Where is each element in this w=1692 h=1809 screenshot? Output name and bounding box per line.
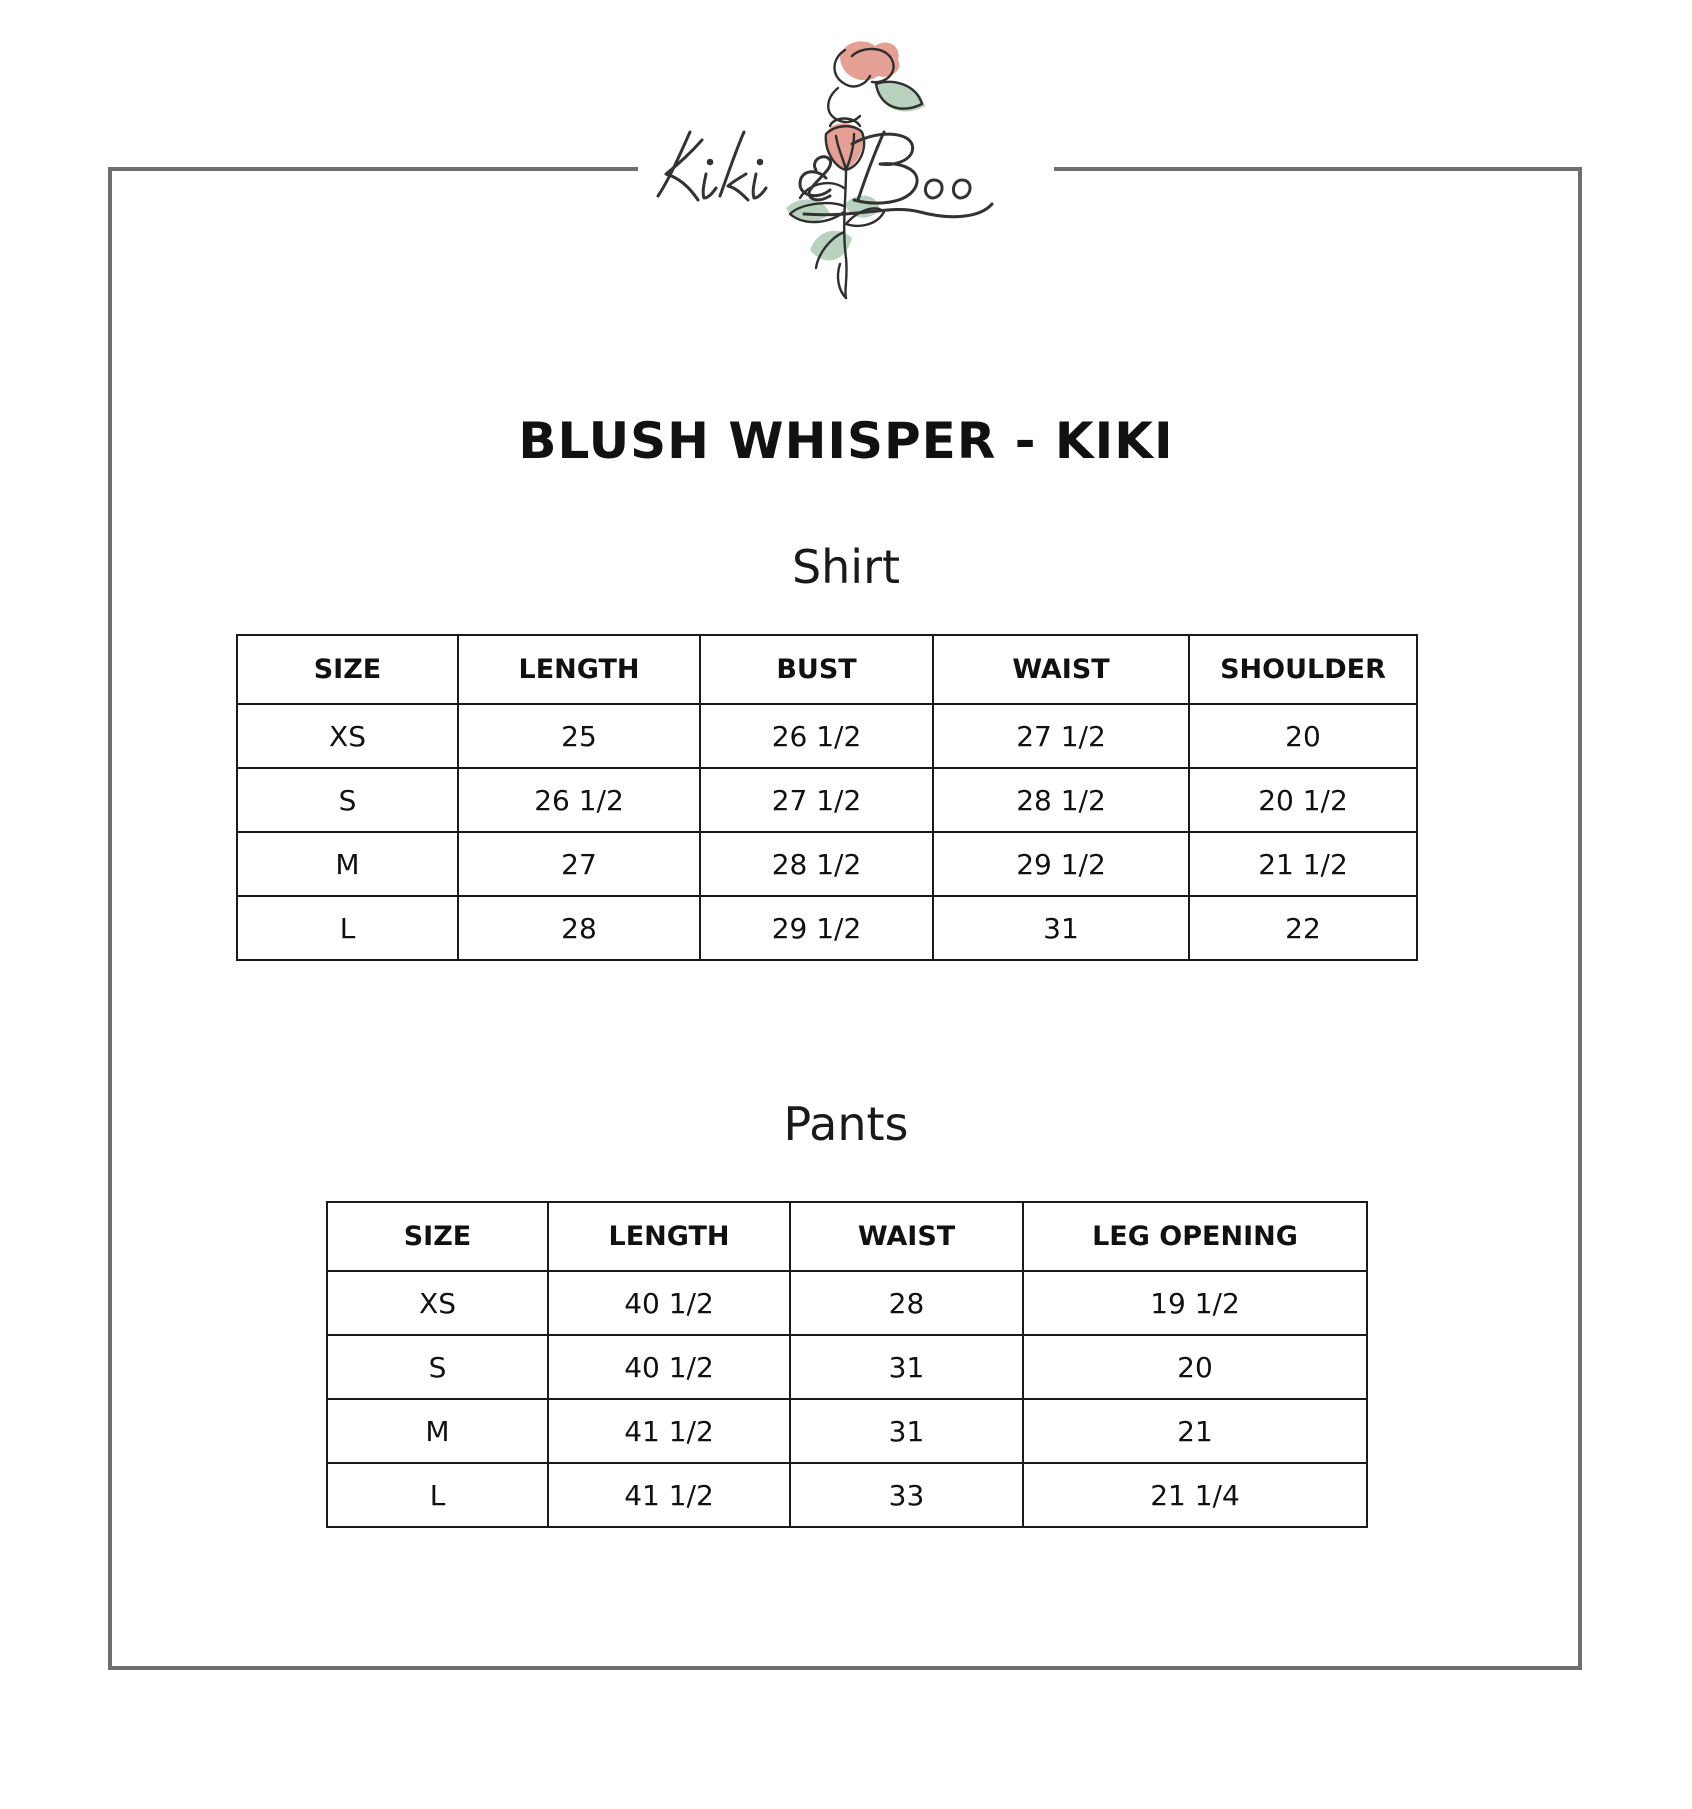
- table-cell: 41 1/2: [548, 1399, 790, 1463]
- table-cell: 28 1/2: [700, 832, 933, 896]
- column-header-size: SIZE: [237, 635, 458, 704]
- table-cell: 28: [790, 1271, 1023, 1335]
- table-cell: 22: [1189, 896, 1417, 960]
- table-cell: 20 1/2: [1189, 768, 1417, 832]
- table-cell: 20: [1023, 1335, 1367, 1399]
- table-row: [237, 768, 1417, 832]
- table-cell: 25: [458, 704, 700, 768]
- table-cell: 27 1/2: [933, 704, 1189, 768]
- table-cell: 40 1/2: [548, 1335, 790, 1399]
- table-header-row: [327, 1202, 1367, 1271]
- column-header-leg-opening: LEG OPENING: [1023, 1202, 1367, 1271]
- shirt-section-title: Shirt: [791, 540, 901, 594]
- table-row: [237, 704, 1417, 768]
- brand-logo: [640, 28, 1060, 318]
- table-cell: 31: [933, 896, 1189, 960]
- table-row: [327, 1463, 1367, 1527]
- column-header-size: SIZE: [327, 1202, 548, 1271]
- table-cell: 33: [790, 1463, 1023, 1527]
- table-cell: 40 1/2: [548, 1271, 790, 1335]
- column-header-shoulder: SHOULDER: [1189, 635, 1417, 704]
- table-cell: 21: [1023, 1399, 1367, 1463]
- table-cell: 27 1/2: [700, 768, 933, 832]
- column-header-length: LENGTH: [458, 635, 700, 704]
- table-row: [237, 896, 1417, 960]
- table-cell: 29 1/2: [933, 832, 1189, 896]
- table-cell: 41 1/2: [548, 1463, 790, 1527]
- pants-size-table: [326, 1201, 1368, 1528]
- table-cell: 21 1/4: [1023, 1463, 1367, 1527]
- page-title: BLUSH WHISPER - KIKI: [518, 412, 1174, 470]
- column-header-length: LENGTH: [548, 1202, 790, 1271]
- table-cell: L: [237, 896, 458, 960]
- table-cell: S: [327, 1335, 548, 1399]
- table-cell: 26 1/2: [458, 768, 700, 832]
- table-cell: 26 1/2: [700, 704, 933, 768]
- table-cell: S: [237, 768, 458, 832]
- table-row: [327, 1335, 1367, 1399]
- table-cell: M: [237, 832, 458, 896]
- pants-section-title: Pants: [783, 1097, 909, 1151]
- table-row: [327, 1271, 1367, 1335]
- shirt-size-table: [236, 634, 1418, 961]
- column-header-bust: BUST: [700, 635, 933, 704]
- table-cell: 21 1/2: [1189, 832, 1417, 896]
- table-cell: 29 1/2: [700, 896, 933, 960]
- table-cell: L: [327, 1463, 548, 1527]
- table-cell: 28 1/2: [933, 768, 1189, 832]
- table-cell: XS: [327, 1271, 548, 1335]
- table-cell: 27: [458, 832, 700, 896]
- table-cell: XS: [237, 704, 458, 768]
- table-cell: 31: [790, 1399, 1023, 1463]
- table-cell: 31: [790, 1335, 1023, 1399]
- column-header-waist: WAIST: [933, 635, 1189, 704]
- table-row: [237, 832, 1417, 896]
- table-cell: M: [327, 1399, 548, 1463]
- table-cell: 19 1/2: [1023, 1271, 1367, 1335]
- table-row: [327, 1399, 1367, 1463]
- table-cell: 20: [1189, 704, 1417, 768]
- table-cell: 28: [458, 896, 700, 960]
- column-header-waist: WAIST: [790, 1202, 1023, 1271]
- table-header-row: [237, 635, 1417, 704]
